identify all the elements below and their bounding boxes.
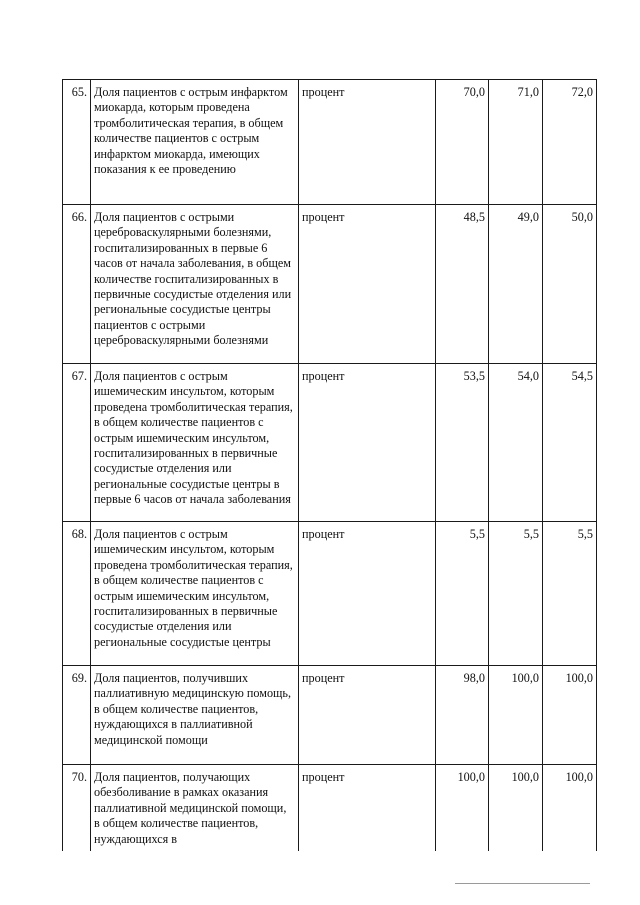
row-number: 68. <box>63 522 91 666</box>
table-row <box>63 522 597 666</box>
value-year-3: 54,5 <box>543 364 597 522</box>
indicator-description: Доля пациентов, получивших паллиативную медицинскую помощь, в общем количестве пациентов, нуждающихся в паллиативной медицинской помощи <box>91 666 299 765</box>
row-number: 69. <box>63 666 91 765</box>
value-year-3: 5,5 <box>543 522 597 666</box>
value-year-3: 50,0 <box>543 205 597 364</box>
table-row <box>63 364 597 522</box>
value-year-1: 70,0 <box>436 80 489 205</box>
unit-cell: процент <box>299 80 436 205</box>
indicator-description: Доля пациентов с острым ишемическим инсультом, которым проведена тромболитическая терапия, в общем количестве пациентов с острым ишемическим инсультом, госпитализированных в первичные сосудистые отделения или региональные сосудистые центры в первые 6 часов от начала заболевания <box>91 364 299 522</box>
indicators-table <box>62 79 597 851</box>
value-year-3: 100,0 <box>543 765 597 851</box>
table-row <box>63 80 597 205</box>
unit-cell: процент <box>299 205 436 364</box>
value-year-3: 100,0 <box>543 666 597 765</box>
unit-cell: процент <box>299 666 436 765</box>
value-year-1: 53,5 <box>436 364 489 522</box>
value-year-2: 71,0 <box>489 80 543 205</box>
row-number: 66. <box>63 205 91 364</box>
indicator-description: Доля пациентов с острым ишемическим инсультом, которым проведена тромболитическая терапия, в общем количестве пациентов с острым ишемическим инсультом, госпитализированных в первичные сосудистые отделения или региональные сосудистые центры <box>91 522 299 666</box>
footer-divider <box>455 883 590 884</box>
value-year-1: 100,0 <box>436 765 489 851</box>
value-year-1: 5,5 <box>436 522 489 666</box>
table-row <box>63 666 597 765</box>
unit-cell: процент <box>299 765 436 851</box>
value-year-3: 72,0 <box>543 80 597 205</box>
value-year-2: 100,0 <box>489 765 543 851</box>
table-row <box>63 205 597 364</box>
value-year-1: 98,0 <box>436 666 489 765</box>
value-year-1: 48,5 <box>436 205 489 364</box>
row-number: 67. <box>63 364 91 522</box>
value-year-2: 100,0 <box>489 666 543 765</box>
row-number: 65. <box>63 80 91 205</box>
indicator-description: Доля пациентов с острым инфарктом миокарда, которым проведена тромболитическая терапия, в общем количестве пациентов с острым инфарктом миокарда, имеющих показания к ее проведению <box>91 80 299 205</box>
indicator-description: Доля пациентов, получающих обезболивание в рамках оказания паллиативной медицинской помощи, в общем количестве пациентов, нуждающихся в <box>91 765 299 851</box>
value-year-2: 5,5 <box>489 522 543 666</box>
indicator-description: Доля пациентов с острыми цереброваскулярными болезнями, госпитализированных в первые 6 часов от начала заболевания, в общем количестве госпитализированных в первичные сосудистые отделения или региональные сосудистые центры пациентов с острыми цереброваскулярными болезнями <box>91 205 299 364</box>
value-year-2: 54,0 <box>489 364 543 522</box>
table-row <box>63 765 597 851</box>
value-year-2: 49,0 <box>489 205 543 364</box>
unit-cell: процент <box>299 364 436 522</box>
row-number: 70. <box>63 765 91 851</box>
unit-cell: процент <box>299 522 436 666</box>
